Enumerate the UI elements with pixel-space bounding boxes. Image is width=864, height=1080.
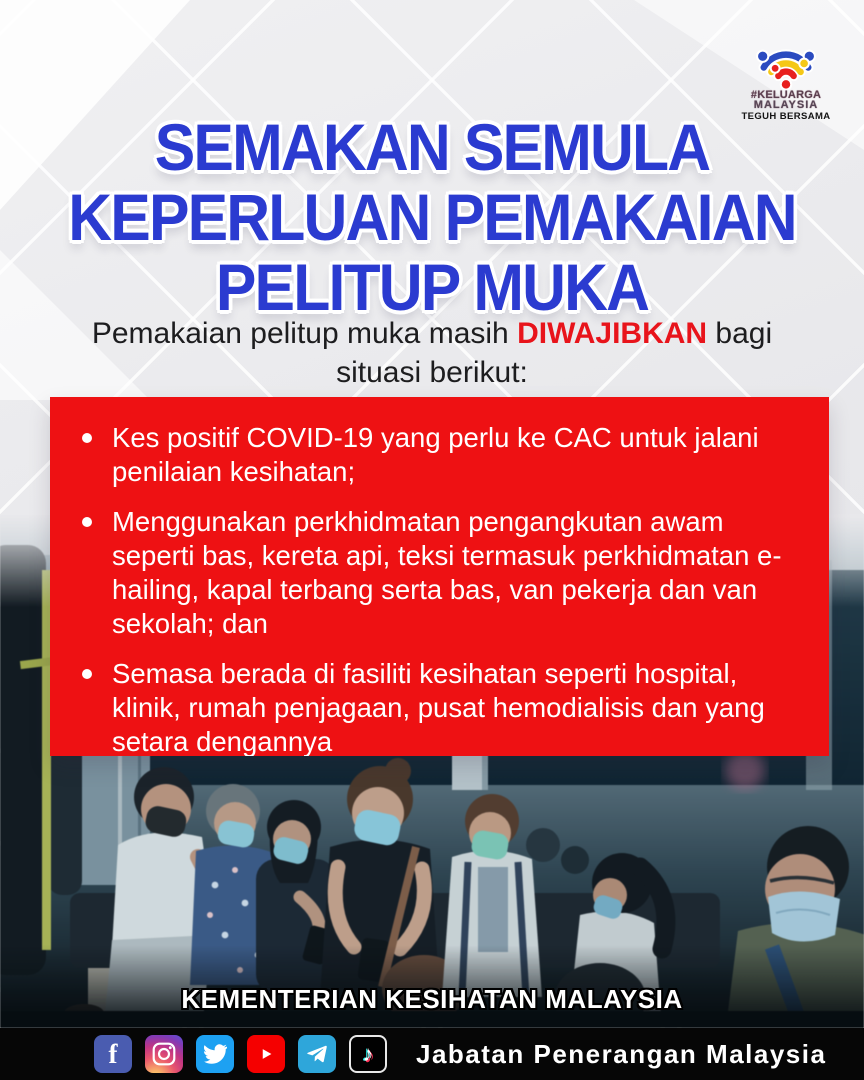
bullet-col <box>78 505 112 641</box>
footer-bar <box>0 1028 864 1080</box>
requirement-item <box>78 505 803 641</box>
page-title <box>0 112 864 322</box>
subtitle-text: bagi <box>707 317 773 350</box>
subtitle-text: Pemakaian pelitup muka masih <box>91 317 518 350</box>
twitter-icon[interactable] <box>196 1035 234 1073</box>
bullet-col <box>78 657 112 756</box>
bullet-dot <box>82 433 92 443</box>
instagram-icon[interactable] <box>145 1035 183 1073</box>
requirements-box <box>50 397 829 756</box>
bullet-dot <box>82 669 92 679</box>
logo-tagline: TEGUH BERSAMA <box>741 111 831 122</box>
bullet-dot <box>82 517 92 527</box>
logo-hashtag: #KELUARGA <box>750 89 822 101</box>
youtube-icon[interactable] <box>247 1035 285 1073</box>
subtitle-highlight: DIWAJIBKAN <box>517 317 708 350</box>
tiktok-icon[interactable]: ♪ <box>349 1035 387 1073</box>
footer-organization: Jabatan Penerangan Malaysia <box>416 1038 827 1069</box>
ministry-caption: KEMENTERIAN KESIHATAN MALAYSIA <box>181 984 683 1014</box>
telegram-icon[interactable] <box>298 1035 336 1073</box>
title-line-1: SEMAKAN SEMULA <box>154 110 710 184</box>
keluarga-logo-icon <box>738 16 834 90</box>
title-line-3: PELITUP MUKA <box>215 250 649 324</box>
requirement-item <box>78 421 803 489</box>
subtitle-line-2: situasi berikut: <box>336 356 528 389</box>
subtitle <box>0 314 864 392</box>
requirement-text: Menggunakan perkhidmatan pengangkutan awam seperti bas, kereta api, teksi termasuk perkhidmatan e-hailing, kapal terbang serta bas, van pekerja dan van sekolah; dan <box>112 506 782 639</box>
facebook-icon[interactable]: f <box>94 1035 132 1073</box>
requirement-item <box>78 657 803 756</box>
title-line-2: KEPERLUAN PEMAKAIAN <box>68 180 796 254</box>
requirement-text: Semasa berada di fasiliti kesihatan seperti hospital, klinik, rumah penjagaan, pusat hemodialisis dan yang setara dengannya <box>112 658 765 756</box>
logo-brand: MALAYSIA <box>753 99 819 111</box>
bullet-col <box>78 421 112 489</box>
requirement-text: Kes positif COVID-19 yang perlu ke CAC untuk jalani penilaian kesihatan; <box>112 422 759 487</box>
keluarga-malaysia-logo <box>722 16 850 123</box>
